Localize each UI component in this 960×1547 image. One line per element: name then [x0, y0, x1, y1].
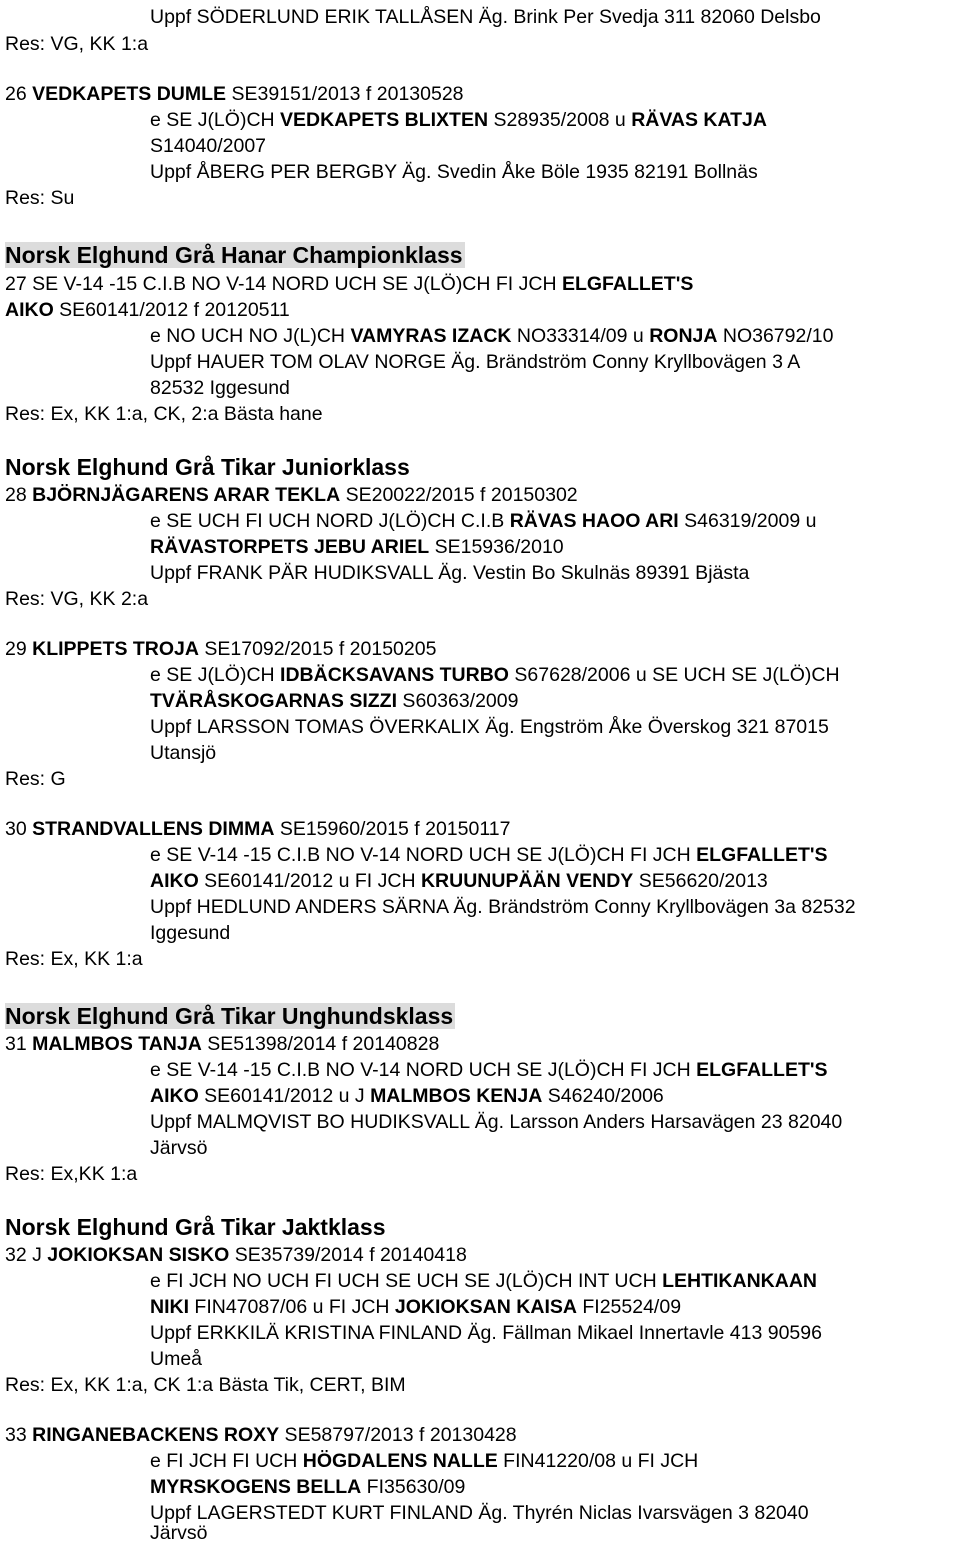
breeder-owner-line: Uppf FRANK PÄR HUDIKSVALL Äg. Vestin Bo Skulnäs 89391 Bjästa	[150, 562, 750, 584]
breeder-owner-line: Järvsö	[150, 1522, 208, 1544]
breeder-owner-line: Uppf ÅBERG PER BERGBY Äg. Svedin Åke Böle 1935 82191 Bollnäs	[150, 161, 758, 183]
breeder-owner-line: Uppf ERKKILÄ KRISTINA FINLAND Äg. Fällman Mikael Innertavle 413 90596	[150, 1322, 822, 1344]
breeder-owner-line: Umeå	[150, 1348, 203, 1370]
entry-line: 33 RINGANEBACKENS ROXY SE58797/2013 f 20130428	[5, 1424, 517, 1446]
breeder-owner-line: Uppf HEDLUND ANDERS SÄRNA Äg. Brändström Conny Kryllbovägen 3a 82532	[150, 896, 856, 918]
pedigree-line: e SE V-14 -15 C.I.B NO V-14 NORD UCH SE J(LÖ)CH FI JCH ELGFALLET'S	[150, 1059, 828, 1081]
result-line: Res: G	[5, 768, 66, 790]
pedigree-line: TVÄRÅSKOGARNAS SIZZI S60363/2009	[150, 690, 519, 712]
entry-line: 31 MALMBOS TANJA SE51398/2014 f 20140828	[5, 1033, 440, 1055]
entry-line: 30 STRANDVALLENS DIMMA SE15960/2015 f 20150117	[5, 818, 511, 840]
result-line: Res: Ex, KK 1:a, CK 1:a Bästa Tik, CERT, BIM	[5, 1374, 406, 1396]
pedigree-line: e FI JCH NO UCH FI UCH SE UCH SE J(LÖ)CH INT UCH LEHTIKANKAAN	[150, 1270, 817, 1292]
pedigree-line: AIKO SE60141/2012 u FI JCH KRUUNUPÄÄN VENDY SE56620/2013	[150, 870, 768, 892]
pedigree-line: e SE J(LÖ)CH VEDKAPETS BLIXTEN S28935/2008 u RÄVAS KATJA	[150, 109, 767, 131]
class-heading: Norsk Elghund Grå Tikar Unghundsklass	[5, 1003, 454, 1029]
result-line: Res: VG, KK 1:a	[5, 33, 149, 55]
pedigree-line: NIKI FIN47087/06 u FI JCH JOKIOKSAN KAISA FI25524/09	[150, 1296, 682, 1318]
pedigree-line: e SE J(LÖ)CH IDBÄCKSAVANS TURBO S67628/2006 u SE UCH SE J(LÖ)CH	[150, 664, 840, 686]
pedigree-line: e SE V-14 -15 C.I.B NO V-14 NORD UCH SE J(LÖ)CH FI JCH ELGFALLET'S	[150, 844, 828, 866]
breeder-owner-line: Uppf MALMQVIST BO HUDIKSVALL Äg. Larsson Anders Harsavägen 23 82040	[150, 1111, 843, 1133]
breeder-owner-line: Järvsö	[150, 1137, 208, 1159]
entry-line: 28 BJÖRNJÄGARENS ARAR TEKLA SE20022/2015 f 20150302	[5, 484, 578, 506]
pedigree-line: RÄVASTORPETS JEBU ARIEL SE15936/2010	[150, 536, 564, 558]
result-line: Res: Ex, KK 1:a	[5, 948, 143, 970]
class-heading: Norsk Elghund Grå Tikar Jaktklass	[5, 1214, 386, 1240]
breeder-owner-line: Uppf HAUER TOM OLAV NORGE Äg. Brändström Conny Kryllbovägen 3 A	[150, 351, 801, 373]
class-heading: Norsk Elghund Grå Tikar Juniorklass	[5, 454, 410, 480]
pedigree-line: AIKO SE60141/2012 u J MALMBOS KENJA S46240/2006	[150, 1085, 664, 1107]
entry-line: 32 J JOKIOKSAN SISKO SE35739/2014 f 20140418	[5, 1244, 467, 1266]
entry-line: AIKO SE60141/2012 f 20120511	[5, 299, 290, 321]
class-heading: Norsk Elghund Grå Hanar Championklass	[5, 242, 463, 268]
entry-line: 29 KLIPPETS TROJA SE17092/2015 f 20150205	[5, 638, 437, 660]
pedigree-line: MYRSKOGENS BELLA FI35630/09	[150, 1476, 466, 1498]
result-line: Res: Ex, KK 1:a, CK, 2:a Bästa hane	[5, 403, 323, 425]
pedigree-line: e NO UCH NO J(L)CH VAMYRAS IZACK NO33314/09 u RONJA NO36792/10	[150, 325, 834, 347]
breeder-owner-line: Iggesund	[150, 922, 231, 944]
result-line: Res: VG, KK 2:a	[5, 588, 149, 610]
breeder-owner-line: Uppf LAGERSTEDT KURT FINLAND Äg. Thyrén Niclas Ivarsvägen 3 82040	[150, 1502, 809, 1524]
pedigree-line: e FI JCH FI UCH HÖGDALENS NALLE FIN41220/08 u FI JCH	[150, 1450, 699, 1472]
entry-line: 26 VEDKAPETS DUMLE SE39151/2013 f 20130528	[5, 83, 464, 105]
breeder-owner-line: Uppf SÖDERLUND ERIK TALLÅSEN Äg. Brink Per Svedja 311 82060 Delsbo	[150, 6, 821, 28]
breeder-owner-line: 82532 Iggesund	[150, 377, 290, 399]
pedigree-line: S14040/2007	[150, 135, 267, 157]
breeder-owner-line: Uppf LARSSON TOMAS ÖVERKALIX Äg. Engström Åke Överskog 321 87015	[150, 716, 829, 738]
breeder-owner-line: Utansjö	[150, 742, 217, 764]
result-line: Res: Ex,KK 1:a	[5, 1163, 138, 1185]
pedigree-line: e SE UCH FI UCH NORD J(LÖ)CH C.I.B RÄVAS HAOO ARI S46319/2009 u	[150, 510, 817, 532]
result-line: Res: Su	[5, 187, 75, 209]
entry-line: 27 SE V-14 -15 C.I.B NO V-14 NORD UCH SE J(LÖ)CH FI JCH ELGFALLET'S	[5, 273, 694, 295]
